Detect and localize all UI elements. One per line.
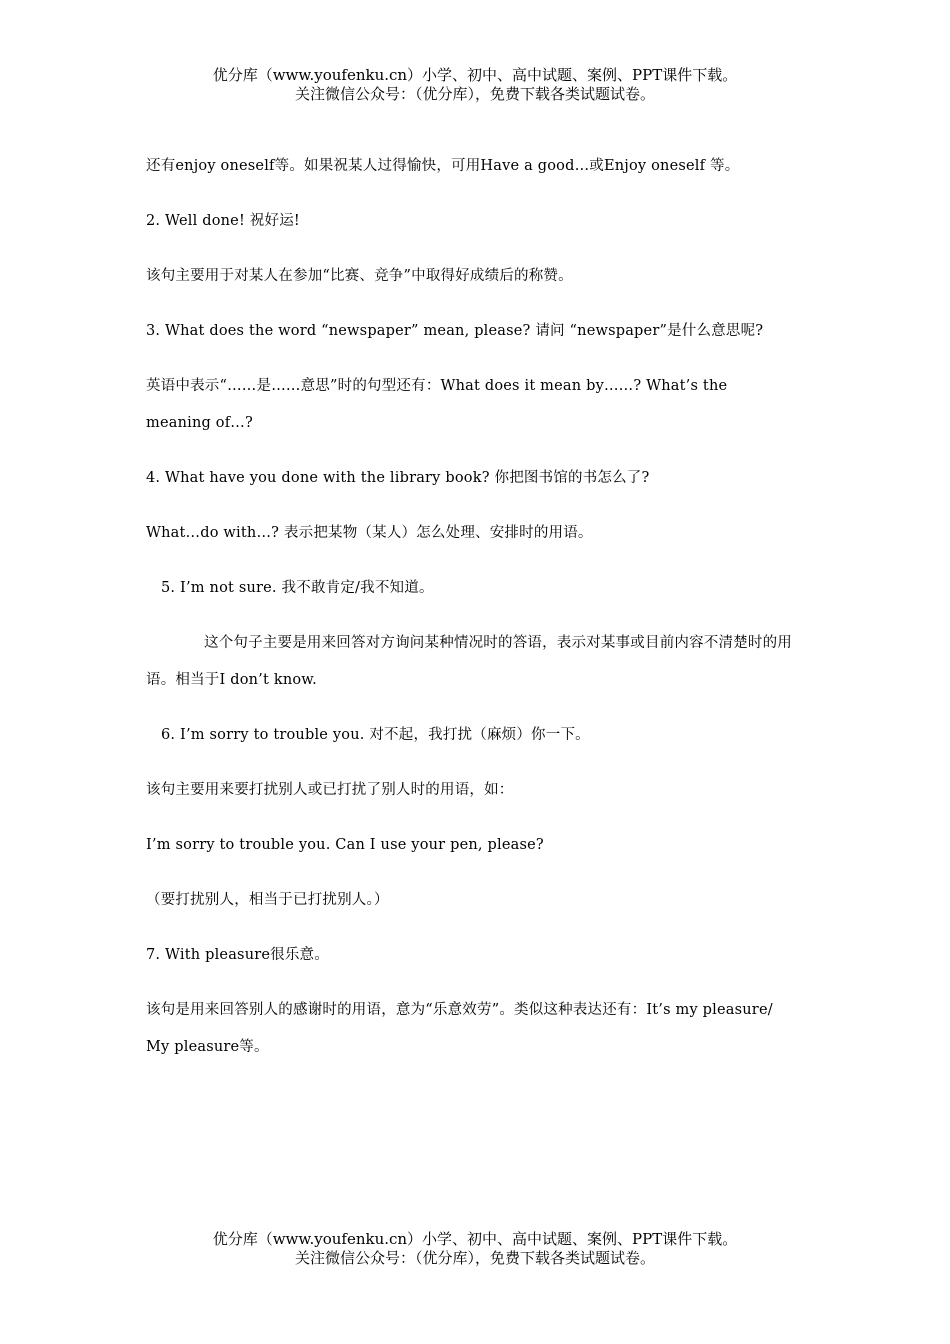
item-7-with-pleasure: 7. With pleasure很乐意。 [146,947,329,963]
paragraph-not-sure-explanation: 这个句子主要是用来回答对方询问某种情况时的答语，表示对某事或目前内容不清楚时的用语。相当于I don’t know. [146,635,792,688]
item-5-not-sure: 5. I’m not sure. 我不敢肯定/我不知道。 [161,580,434,596]
item-3-what-does-the-word-mean: 3. What does the word “newspaper” mean, please? 请问 “newspaper”是什么意思呢? [146,323,764,339]
page-header [0,66,950,104]
item-4-library-book: 4. What have you done with the library book? 你把图书馆的书怎么了? [146,470,650,486]
paragraph-pleasure-explanation: 该句是用来回答别人的感谢时的用语，意为“乐意效劳”。类似这种表达还有：It’s my pleasure/ My pleasure等。 [146,1002,773,1055]
item-2-well-done: 2. Well done! 祝好运! [146,213,300,229]
document-body [146,148,796,1066]
header-line-2: 关注微信公众号：（优分库），免费下载各类试题试卷。 [294,85,655,103]
item-6-sorry-to-trouble-you: 6. I’m sorry to trouble you. 对不起，我打扰（麻烦）你一下。 [161,727,590,743]
example-sentence-pen: I’m sorry to trouble you. Can I use your pen, please? [146,837,544,853]
footer-line-2: 关注微信公众号：（优分库），免费下载各类试题试卷。 [294,1249,655,1267]
paragraph-enjoy-oneself: 还有enjoy oneself等。如果祝某人过得愉快，可用Have a good…或Enjoy oneself 等。 [146,158,740,174]
paragraph-trouble-explanation: 该句主要用来要打扰别人或已打扰了别人时的用语，如： [146,782,514,798]
paragraph-meaning-patterns: 英语中表示“……是……意思”时的句型还有：What does it mean by……? What’s the meaning of…? [146,378,728,431]
paragraph-trouble-note: （要打扰别人，相当于已打扰别人。） [146,892,389,908]
header-line-1: 优分库（www.youfenku.cn）小学、初中、高中试题、案例、PPT课件下载。 [212,66,738,84]
paragraph-well-done-explanation: 该句主要用于对某人在参加“比赛、竞争”中取得好成绩后的称赞。 [146,268,573,284]
paragraph-do-with-explanation: What…do with…? 表示把某物（某人）怎么处理、安排时的用语。 [146,525,593,541]
footer-line-1: 优分库（www.youfenku.cn）小学、初中、高中试题、案例、PPT课件下载。 [212,1230,738,1248]
page-footer [0,1230,950,1268]
